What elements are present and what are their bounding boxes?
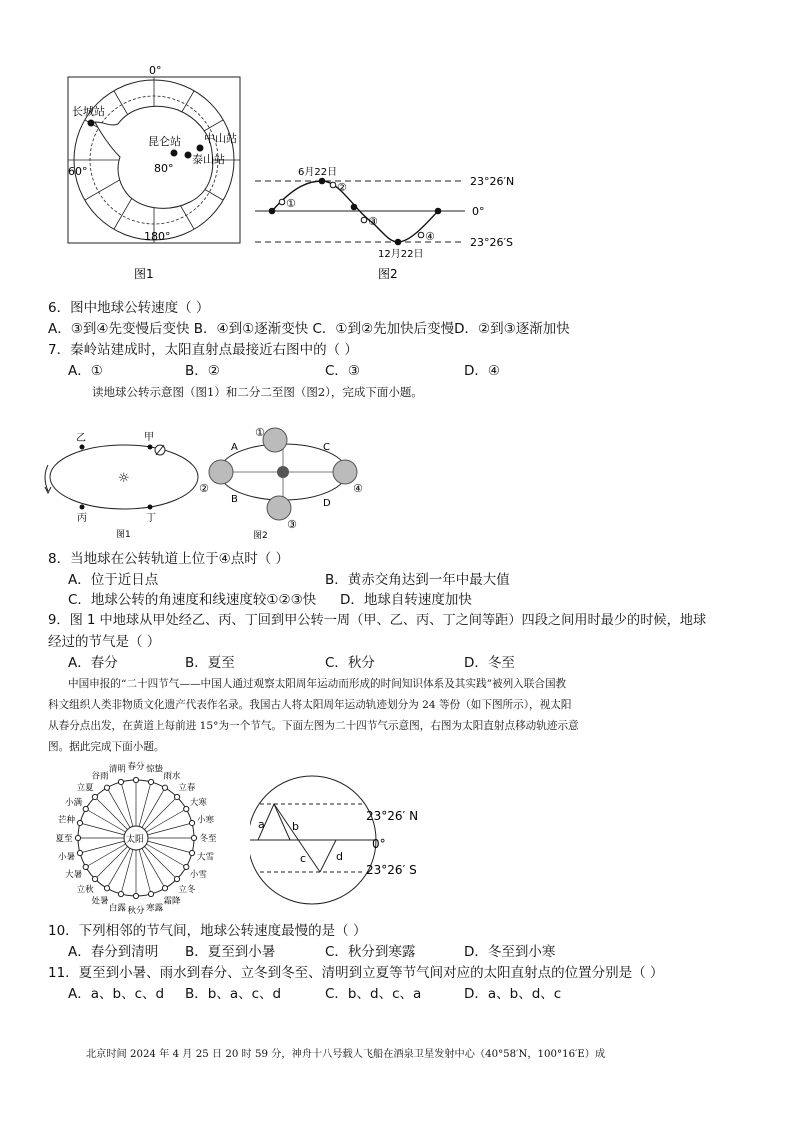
intro2-line1: 中国申报的“二十四节气——中国人通过观察太阳周年运动而形成的时间知识体系及其实践”被列入联合国教 xyxy=(68,678,567,690)
label-180: 180° xyxy=(144,230,171,243)
kunlun-dot xyxy=(171,150,178,157)
intro2-line4: 图。据此完成下面小题。 xyxy=(48,741,165,753)
term-spoke xyxy=(107,848,130,888)
segment-d xyxy=(320,840,336,872)
q10-stem: 10．下列相邻的节气间，地球公转速度最慢的是（ ） xyxy=(48,923,367,939)
earth-4-icon xyxy=(333,460,357,484)
term-dot xyxy=(92,794,97,799)
term-label: 处暑 xyxy=(91,896,109,907)
sun-track-figure xyxy=(250,770,450,910)
q7-option-b: B．② xyxy=(185,363,220,379)
segment-b-c xyxy=(274,804,320,872)
zhongshan-label: 中山站 xyxy=(204,132,237,145)
marker-1: ① xyxy=(286,197,296,210)
term-dot xyxy=(104,886,109,891)
term-dot xyxy=(83,864,88,869)
track-lat-s: 23°26′ S xyxy=(366,863,417,877)
term-label: 小暑 xyxy=(57,852,75,863)
term-label: 芒种 xyxy=(57,815,75,826)
term-label: 立夏 xyxy=(76,783,94,794)
summer-dot xyxy=(319,178,326,185)
term-label: 大雪 xyxy=(197,852,215,863)
marker-2: ② xyxy=(337,181,347,194)
q11-option-b: B．b、a、c、d xyxy=(185,986,282,1002)
label-0: 0° xyxy=(149,64,162,77)
solstice-svg xyxy=(195,420,380,545)
taishan-label: 泰山站 xyxy=(192,153,225,166)
label-60: 60° xyxy=(68,165,88,178)
term-label: 小雪 xyxy=(189,870,207,880)
term-dot xyxy=(118,779,123,784)
q9-option-b: B．夏至 xyxy=(185,655,235,671)
term-spoke xyxy=(148,823,192,835)
term-label: 大暑 xyxy=(65,870,83,880)
term-spoke xyxy=(142,848,165,888)
term-spoke xyxy=(121,850,133,894)
term-label: 春分 xyxy=(127,762,145,772)
q9-stem-line1: 9．图 1 中地球从甲处经乙、丙、丁回到甲公转一周（甲、乙、丙、丁之间等距）四段之间用时最少的时候，地球 xyxy=(48,613,707,628)
sine-svg xyxy=(250,165,530,285)
q6-options: A．③到④先变慢后变快 B．④到①逐渐变快 C．①到②先加快后变慢D．②到③逐渐加快 xyxy=(48,321,570,337)
sun-icon xyxy=(277,466,289,478)
term-label: 谷雨 xyxy=(91,771,109,782)
q9-option-a: A．春分 xyxy=(68,655,118,671)
sun-track-svg xyxy=(250,770,450,910)
label-b: b xyxy=(292,820,299,833)
fig1-mid-caption: 图1 xyxy=(116,530,131,540)
term-spoke xyxy=(107,788,130,828)
label-a: a xyxy=(258,818,265,831)
term-spoke xyxy=(144,846,177,879)
fig2-mid-caption: 图2 xyxy=(253,531,268,541)
label-A: A xyxy=(231,442,238,453)
term-dot xyxy=(189,850,194,855)
term-spoke xyxy=(146,809,186,832)
pos-ding-dot xyxy=(148,505,153,510)
term-dot xyxy=(174,876,179,881)
sun-symbol-icon: ☼ xyxy=(118,471,130,486)
label-ding: 丁 xyxy=(146,513,156,524)
term-label: 霜降 xyxy=(163,896,181,907)
footer-text: 北京时间 2024 年 4 月 25 日 20 时 59 分，神舟十八号载人飞船在酒泉卫星发射中心（40°58′N，100°16′E）成 xyxy=(86,1049,606,1060)
term-dot xyxy=(162,886,167,891)
earth-2-icon xyxy=(209,460,233,484)
term-spoke xyxy=(80,841,124,853)
orbit-sine-figure xyxy=(250,165,530,285)
term-label: 冬至 xyxy=(199,834,217,844)
solar-terms-figure xyxy=(48,758,238,918)
label-c: c xyxy=(300,852,307,865)
label-D: D xyxy=(323,498,331,509)
term-label: 寒露 xyxy=(146,903,164,914)
q8-option-c: C．地球公转的角速度和线速度较①②③快 xyxy=(68,592,317,608)
q6-stem: 6．图中地球公转速度（ ） xyxy=(48,300,210,316)
q8-stem: 8．当地球在公转轨道上位于④点时（ ） xyxy=(48,551,289,567)
solar-terms-wheel xyxy=(48,758,238,918)
q10-option-d: D．冬至到小寒 xyxy=(464,944,556,960)
term-spoke xyxy=(121,782,133,826)
term-label: 小寒 xyxy=(197,815,215,826)
q10-option-c: C．秋分到寒露 xyxy=(325,944,416,960)
term-spoke xyxy=(139,782,151,826)
label-bing: 丙 xyxy=(77,513,87,524)
label-B: B xyxy=(231,494,238,505)
earth-3-icon xyxy=(267,496,291,520)
q8-option-b: B．黄赤交角达到一年中最大值 xyxy=(325,572,510,588)
term-spoke xyxy=(144,797,177,830)
term-spoke xyxy=(86,809,126,832)
q11-option-d: D．a、b、d、c xyxy=(464,986,562,1002)
term-spoke xyxy=(95,797,128,830)
earth-1-icon xyxy=(263,428,287,452)
zhongshan-dot xyxy=(197,145,204,152)
marker-4: ④ xyxy=(425,230,435,243)
lat-0-label: 0° xyxy=(472,205,485,218)
term-dot xyxy=(92,876,97,881)
track-lat-n: 23°26′ N xyxy=(366,809,419,823)
end-dot xyxy=(435,208,442,215)
term-label: 立秋 xyxy=(76,884,94,895)
term-spoke xyxy=(95,846,128,879)
term-dot xyxy=(148,891,153,896)
term-label: 立冬 xyxy=(178,884,196,895)
date-top: 6月22日 xyxy=(298,167,338,178)
changcheng-dot xyxy=(88,120,95,127)
pos-jia-dot xyxy=(148,445,153,450)
term-spoke xyxy=(86,844,126,867)
term-dot xyxy=(83,806,88,811)
fig1-caption: 图1 xyxy=(134,267,154,281)
label-jia: 甲 xyxy=(144,432,154,443)
term-label: 大寒 xyxy=(189,798,207,808)
taishan-dot xyxy=(185,152,192,159)
q11-stem: 11．夏至到小暑、雨水到春分、立冬到冬至、清明到立夏等节气间对应的太阳直射点的位置分别是（ ） xyxy=(48,965,664,981)
intro2-line3: 从春分点出发，在黄道上每前进 15°为一个节气。下面左图为二十四节气示意图，右图为太阳直射点移动轨迹示意 xyxy=(48,720,579,732)
q7-option-d: D．④ xyxy=(464,363,500,379)
term-label: 小满 xyxy=(65,798,83,808)
pos-yi-dot xyxy=(80,445,85,450)
term-label: 立春 xyxy=(178,783,196,794)
term-label: 惊蛰 xyxy=(146,764,164,775)
sun-center-label: 太阳 xyxy=(126,835,145,845)
term-dot xyxy=(133,893,138,898)
term-label: 雨水 xyxy=(163,771,181,782)
lat-s-label: 23°26′S xyxy=(470,236,513,249)
term-spoke xyxy=(148,841,192,853)
winter-dot xyxy=(395,239,402,246)
q11-option-c: C．b、d、c、a xyxy=(325,986,422,1002)
antarctic-map-figure xyxy=(60,62,250,292)
term-dot xyxy=(148,779,153,784)
term-dot xyxy=(133,777,138,782)
revolution-ellipse-figure xyxy=(40,425,200,545)
term-dot xyxy=(189,820,194,825)
mark-4: ④ xyxy=(353,482,363,495)
term-spoke xyxy=(142,788,165,828)
changcheng-label: 长城站 xyxy=(72,105,105,118)
term-dot xyxy=(191,835,196,840)
term-dot xyxy=(77,820,82,825)
q8-option-d: D．地球自转速度加快 xyxy=(340,592,472,608)
pos-bing-dot xyxy=(80,505,85,510)
term-label: 夏至 xyxy=(55,834,73,844)
q7-option-c: C．③ xyxy=(325,363,361,379)
mark-1: ① xyxy=(255,426,265,439)
mark-3: ③ xyxy=(287,518,297,531)
q8-option-a: A．位于近日点 xyxy=(68,572,159,588)
label-yi: 乙 xyxy=(76,433,86,444)
q7-stem: 7．秦岭站建成时，太阳直射点最接近右图中的（ ） xyxy=(48,342,358,358)
term-spoke xyxy=(139,850,151,894)
marker-2-dot xyxy=(330,182,336,188)
track-lat-0: 0° xyxy=(372,837,386,851)
term-label: 清明 xyxy=(108,764,126,775)
lat-n-label: 23°26′N xyxy=(470,175,515,188)
term-label: 秋分 xyxy=(127,906,145,916)
date-bottom: 12月22日 xyxy=(378,249,424,260)
marker-1-dot xyxy=(279,199,285,205)
term-label: 白露 xyxy=(108,903,126,914)
term-spoke xyxy=(80,823,124,835)
term-dot xyxy=(104,785,109,790)
q9-option-d: D．冬至 xyxy=(464,655,515,671)
q9-stem-line2: 经过的节气是（ ） xyxy=(48,634,161,650)
kunlun-label: 昆仑站 xyxy=(148,135,181,148)
q10-option-a: A．春分到清明 xyxy=(68,944,159,960)
intro2-line2: 科文组织人类非物质文化遗产代表作名录。我国古人将太阳周年运动轨迹划分为 24 等份（如下图所示），视太阳 xyxy=(48,699,572,711)
marker-3-dot xyxy=(361,217,367,223)
marker-4-dot xyxy=(418,232,424,238)
ellipse-svg xyxy=(40,425,200,545)
term-spoke xyxy=(146,844,186,867)
label-80: 80° xyxy=(154,162,174,175)
autumn-dot xyxy=(351,204,358,211)
q9-option-c: C．秋分 xyxy=(325,655,375,671)
mark-2: ② xyxy=(199,482,209,495)
antarctic-map-svg xyxy=(60,62,250,292)
term-dot xyxy=(174,794,179,799)
term-dot xyxy=(75,835,80,840)
term-dot xyxy=(118,891,123,896)
solstice-equinox-figure xyxy=(195,420,380,545)
q7-option-a: A．① xyxy=(68,363,103,379)
term-dot xyxy=(77,850,82,855)
term-dot xyxy=(184,806,189,811)
start-dot xyxy=(269,208,276,215)
q10-option-b: B．夏至到小暑 xyxy=(185,944,276,960)
fig2-caption: 图2 xyxy=(378,267,398,281)
label-C: C xyxy=(323,442,330,453)
q11-option-a: A．a、b、c、d xyxy=(68,986,165,1002)
intro-1: 读地球公转示意图（图1）和二分二至图（图2），完成下面小题。 xyxy=(92,385,423,399)
marker-3: ③ xyxy=(368,215,378,228)
term-dot xyxy=(184,864,189,869)
term-dot xyxy=(162,785,167,790)
label-d: d xyxy=(336,850,343,863)
